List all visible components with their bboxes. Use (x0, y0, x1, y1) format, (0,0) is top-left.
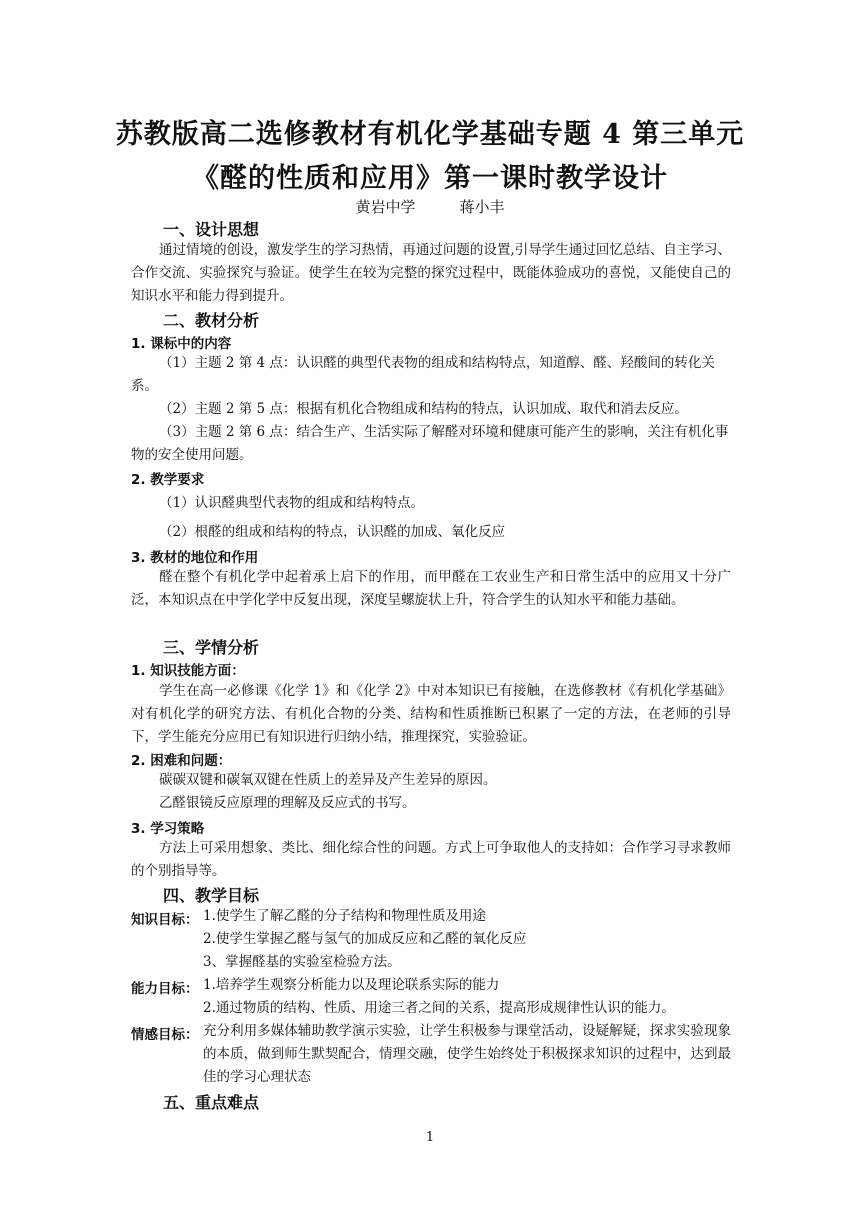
s3-sub1-body: 学生在高一必修课《化学 1》和《化学 2》中对本知识已有接触，在选修教材《有机化学基础》对有机化学的研究方法、有机化合物的分类、结构和性质推断已积累了一定的方法，在老师的引导下，学生能充分应用已有知识进行归纳小结，推理探究，实验验证。 (131, 683, 731, 745)
section-5-heading: 五、重点难点 (163, 1093, 260, 1112)
s3-sub2-line-1: 碳碳双键和碳氧双键在性质上的差异及产生差异的原因。 (159, 772, 497, 788)
section-2-heading: 二、教材分析 (163, 311, 260, 330)
s2-sub1-item-1: （1）主题 2 第 4 点：认识醛的典型代表物的组成和结构特点，知道醇、醛、羟酸间的转化关系。 (131, 355, 715, 394)
author-school: 黄岩中学 (355, 198, 416, 216)
s3-sub2-heading: 2. 困难和问题： (131, 753, 232, 769)
emotion-goal-label: 情感目标： (131, 1027, 199, 1043)
section-1-body: 通过情境的创设，激发学生的学习热情，再通过问题的设置,引导学生通过回忆总结、自主学习、合作交流、实验探究与验证。使学生在较为完整的探究过程中，既能体验成功的喜悦，又能使自己的知识水平和能力得到提升。 (131, 242, 731, 304)
s2-sub2-item-2: （2）根醛的组成和结构的特点，认识醛的加成、氧化反应 (159, 524, 506, 540)
author-line (0, 196, 860, 217)
ability-goal-1: 1.培养学生观察分析能力以及理论联系实际的能力 (203, 977, 500, 993)
s2-sub2-item-1: （1）认识醛典型代表物的组成和结构特点。 (159, 495, 425, 511)
page-number: 1 (425, 1130, 435, 1145)
s2-sub2-heading: 2. 教学要求 (131, 472, 205, 488)
s3-sub3-body: 方法上可采用想象、类比、细化综合性的问题。方式上可争取他人的支持如：合作学习寻求教师的个别指导等。 (131, 840, 731, 879)
knowledge-goal-label: 知识目标： (131, 912, 199, 928)
s2-sub3-heading: 3. 教材的地位和作用 (131, 550, 259, 566)
knowledge-goal-1: 1.使学生了解乙醛的分子结构和物理性质及用途 (203, 908, 486, 924)
emotion-goal-body: 充分利用多媒体辅助教学演示实验，让学生积极参与课堂活动，设疑解疑，探求实验现象的本质，做到师生默契配合，情理交融，使学生始终处于积极探求知识的过程中，达到最佳的学习心理状态 (203, 1023, 731, 1085)
ability-goal-label: 能力目标： (131, 981, 199, 997)
s2-sub3-body: 醛在整个有机化学中起着承上启下的作用，而甲醛在工农业生产和日常生活中的应用又十分广泛，本知识点在中学化学中反复出现，深度呈螺旋状上升，符合学生的认知水平和能力基础。 (131, 569, 731, 608)
s2-sub1-item-3: （3）主题 2 第 6 点：结合生产、生活实际了解醛对环境和健康可能产生的影响，关注有机化事物的安全使用问题。 (131, 424, 729, 463)
s2-sub1-heading: 1. 课标中的内容 (131, 336, 232, 352)
s3-sub1-heading: 1. 知识技能方面： (131, 663, 245, 679)
section-4-heading: 四、教学目标 (163, 886, 260, 905)
title-line-1: 苏教版高二选修教材有机化学基础专题 4 第三单元 (115, 119, 745, 150)
ability-goal-2: 2.通过物质的结构、性质、用途三者之间的关系，提高形成规律性认识的能力。 (203, 1000, 675, 1016)
s2-sub1-item-2: （2）主题 2 第 5 点：根据有机化合物组成和结构的特点，认识加成、取代和消去反应。 (159, 401, 688, 417)
section-3-heading: 三、学情分析 (163, 638, 260, 657)
s3-sub2-line-2: 乙醛银镜反应原理的理解及反应式的书写。 (159, 795, 416, 811)
title-line-2: 《醛的性质和应用》第一课时教学设计 (192, 163, 668, 194)
s3-sub3-heading: 3. 学习策略 (131, 821, 205, 837)
knowledge-goal-2: 2.使学生掌握乙醛与氢气的加成反应和乙醛的氧化反应 (203, 931, 527, 947)
knowledge-goal-3: 3、掌握醛基的实验室检验方法。 (203, 954, 401, 970)
section-1-heading: 一、设计思想 (163, 220, 260, 239)
author-name: 蒋小丰 (459, 198, 505, 216)
